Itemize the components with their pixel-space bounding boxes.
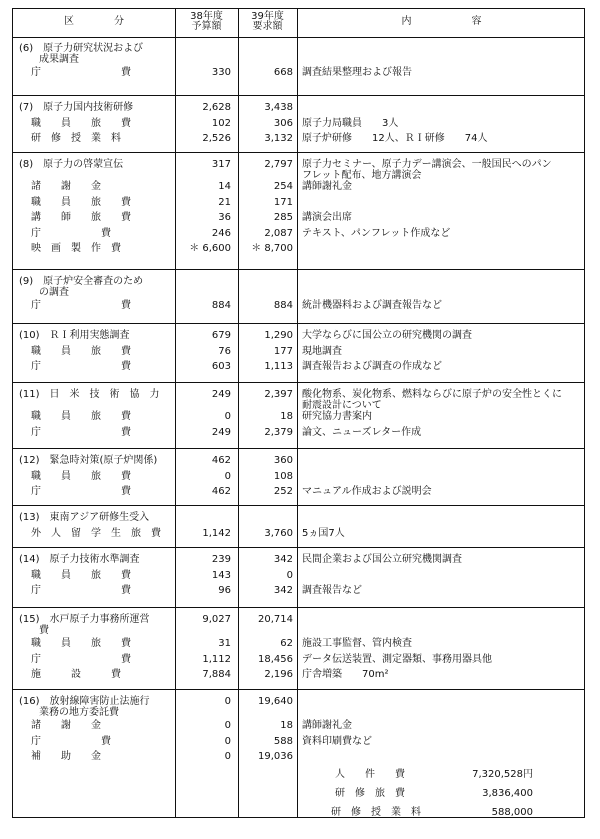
row-request: 2,196 <box>264 669 293 680</box>
row-content: データ伝送装置、測定器類、事務用器具他 <box>302 653 492 665</box>
row-label: 職 員 旅 費 <box>31 117 131 129</box>
section-title: (12) 緊急時対策(原子炉関係) <box>19 455 158 466</box>
row-content: 原子炉研修 12人、ＲＩ研修 74人 <box>302 133 488 144</box>
section-title: (11) 日 米 技 術 協 力 <box>19 389 160 400</box>
section-title: (10) ＲＩ利用実態調査 <box>19 330 130 341</box>
section-title: (6) 原子力研究状況および <box>19 43 144 54</box>
summary-label: 研 修 旅 費 <box>335 788 405 799</box>
column-divider <box>297 9 298 817</box>
section-title: (9) 原子炉安全審査のため <box>19 276 144 287</box>
section-budget: 462 <box>211 455 231 466</box>
row-budget: ＊ 6,600 <box>189 243 231 254</box>
row-request: 2,087 <box>264 227 293 239</box>
row-content: テキスト、パンフレット作成など <box>302 227 451 239</box>
row-content: 統計機器料および調査報告など <box>302 300 442 311</box>
section-divider <box>13 323 584 324</box>
row-label: 諸 謝 金 <box>31 720 101 731</box>
row-label: 諸 謝 金 <box>31 181 101 192</box>
section-divider <box>13 382 584 383</box>
section-divider <box>13 448 584 449</box>
row-request: 884 <box>273 300 293 311</box>
row-label: 職 員 旅 費 <box>31 569 131 581</box>
row-label: 講 師 旅 費 <box>31 212 131 223</box>
row-request: 2,379 <box>264 426 293 438</box>
row-label: 庁 費 <box>31 735 111 747</box>
summary-value: 7,320,528円 <box>472 769 533 780</box>
section-budget: 239 <box>211 554 231 565</box>
section-divider <box>13 505 584 506</box>
section-title: の調査 <box>19 287 69 298</box>
row-request: ＊ 8,700 <box>251 243 293 254</box>
summary-value: 3,836,400 <box>482 788 533 799</box>
header-item: 区 分 <box>64 16 124 27</box>
row-request: 62 <box>280 638 293 649</box>
section-divider <box>13 269 584 270</box>
section-content: 酸化物系、炭化物系、燃料ならびに原子炉の安全性とくに <box>302 389 562 400</box>
row-content: 調査報告および調査の作成など <box>302 361 442 372</box>
row-label: 職 員 旅 費 <box>31 638 131 649</box>
row-budget: 0 <box>224 720 231 731</box>
section-title: (14) 原子力技術水準調査 <box>19 554 140 565</box>
row-request: 171 <box>273 196 293 208</box>
row-content: 論文、ニューズレター作成 <box>302 426 422 438</box>
row-budget: 603 <box>211 361 231 372</box>
row-label: 庁 費 <box>31 585 131 596</box>
row-request: 285 <box>273 212 293 223</box>
row-request: 108 <box>273 470 293 482</box>
row-budget: 2,526 <box>202 133 231 144</box>
section-title: 費 <box>19 625 49 636</box>
section-content: 耐震設計について <box>302 400 382 411</box>
row-label: 映 画 製 作 費 <box>31 243 121 254</box>
row-content: 調査結果整理および報告 <box>302 67 412 78</box>
row-label: 職 員 旅 費 <box>31 470 131 482</box>
row-label: 庁 費 <box>31 227 111 239</box>
row-budget: 246 <box>211 227 231 239</box>
row-budget: 96 <box>218 585 231 596</box>
section-title: (13) 東南アジア研修生受入 <box>19 512 150 523</box>
row-budget: 14 <box>218 181 231 192</box>
section-budget: 317 <box>211 159 231 170</box>
summary-value: 588,000 <box>491 807 533 818</box>
row-budget: 76 <box>218 345 231 357</box>
row-request: 18 <box>280 720 293 731</box>
row-content: 講師謝礼金 <box>302 181 352 192</box>
section-divider <box>13 547 584 548</box>
section-budget: 9,027 <box>202 614 231 625</box>
row-label: 庁 費 <box>31 300 131 311</box>
section-content: 民間企業および国公立研究機関調査 <box>302 554 462 565</box>
section-divider <box>13 689 584 690</box>
row-budget: 884 <box>211 300 231 311</box>
row-budget: 143 <box>211 569 231 581</box>
section-divider <box>13 607 584 608</box>
row-request: 0 <box>286 569 293 581</box>
row-label: 庁 費 <box>31 67 131 78</box>
row-budget: 0 <box>224 751 231 762</box>
row-request: 668 <box>273 67 293 78</box>
row-content: 現地調査 <box>302 345 342 357</box>
section-request: 3,438 <box>264 102 293 113</box>
section-request: 1,290 <box>264 330 293 341</box>
section-request: 2,397 <box>264 389 293 400</box>
row-budget: 31 <box>218 638 231 649</box>
row-budget: 462 <box>211 486 231 497</box>
section-divider <box>13 95 584 96</box>
row-content: 研究協力書案内 <box>302 411 372 422</box>
row-budget: 1,142 <box>202 527 231 539</box>
section-request: 2,797 <box>264 159 293 170</box>
row-content: 5ヵ国7人 <box>302 527 345 539</box>
row-label: 職 員 旅 費 <box>31 411 131 422</box>
header-content: 内 容 <box>401 16 482 27</box>
row-content: 原子力局職員 3人 <box>302 117 399 129</box>
row-content: 調査報告など <box>302 585 362 596</box>
row-content: マニュアル作成および説明会 <box>302 486 432 497</box>
section-title: 業務の地方委託費 <box>19 707 119 718</box>
row-request: 18 <box>280 411 293 422</box>
row-content: 講演会出席 <box>302 212 352 223</box>
row-content: 講師謝礼金 <box>302 720 352 731</box>
row-budget: 36 <box>218 212 231 223</box>
row-budget: 0 <box>224 470 231 482</box>
section-budget: 249 <box>211 389 231 400</box>
header-rule <box>13 37 584 38</box>
header-request: 39年度 要求額 <box>251 11 284 32</box>
row-request: 254 <box>273 181 293 192</box>
row-budget: 0 <box>224 735 231 747</box>
section-title: (7) 原子力国内技術研修 <box>19 102 134 113</box>
row-request: 342 <box>273 585 293 596</box>
row-budget: 330 <box>211 67 231 78</box>
section-budget: 2,628 <box>202 102 231 113</box>
row-label: 研 修 授 業 料 <box>31 133 121 144</box>
row-label: 職 員 旅 費 <box>31 345 131 357</box>
row-label: 庁 費 <box>31 653 131 665</box>
section-request: 20,714 <box>258 614 293 625</box>
row-content: 資料印刷費など <box>302 735 372 747</box>
row-request: 3,132 <box>264 133 293 144</box>
row-request: 1,113 <box>264 361 293 372</box>
row-request: 588 <box>273 735 293 747</box>
section-request: 360 <box>273 455 293 466</box>
budget-table <box>12 8 585 818</box>
row-label: 補 助 金 <box>31 751 101 762</box>
row-budget: 249 <box>211 426 231 438</box>
row-label: 外 人 留 学 生 旅 費 <box>31 527 161 539</box>
section-budget: 679 <box>211 330 231 341</box>
summary-label: 人 件 費 <box>335 769 405 780</box>
row-label: 庁 費 <box>31 426 131 438</box>
row-label: 職 員 旅 費 <box>31 196 131 208</box>
row-label: 施 設 費 <box>31 669 121 680</box>
row-budget: 0 <box>224 411 231 422</box>
row-request: 177 <box>273 345 293 357</box>
section-request: 19,640 <box>258 696 293 707</box>
section-budget: 0 <box>224 696 231 707</box>
row-request: 19,036 <box>258 751 293 762</box>
row-label: 庁 費 <box>31 361 131 372</box>
section-content: 原子力セミナー、原子力デー講演会、一般国民へのパン <box>302 159 552 170</box>
row-request: 306 <box>273 117 293 129</box>
section-content: フレット配布、地方講演会 <box>302 170 422 181</box>
row-label: 庁 費 <box>31 486 131 497</box>
section-content: 大学ならびに国公立の研究機関の調査 <box>302 330 472 341</box>
row-request: 18,456 <box>258 653 293 665</box>
summary-label: 研 修 授 業 料 <box>331 807 421 818</box>
row-request: 252 <box>273 486 293 497</box>
row-budget: 7,884 <box>202 669 231 680</box>
row-budget: 102 <box>211 117 231 129</box>
section-request: 342 <box>273 554 293 565</box>
row-request: 3,760 <box>264 527 293 539</box>
section-title: (15) 水戸原子力事務所運営 <box>19 614 150 625</box>
row-budget: 1,112 <box>202 653 231 665</box>
section-title: (8) 原子力の啓蒙宣伝 <box>19 159 124 170</box>
row-budget: 21 <box>218 196 231 208</box>
row-content: 施設工事監督、管内検査 <box>302 638 412 649</box>
section-title: 成果調査 <box>19 54 79 65</box>
row-content: 庁舎増築 70m² <box>302 669 389 680</box>
header-budget: 38年度 予算額 <box>190 11 223 32</box>
section-title: (16) 放射線障害防止法施行 <box>19 696 150 707</box>
section-divider <box>13 152 584 153</box>
